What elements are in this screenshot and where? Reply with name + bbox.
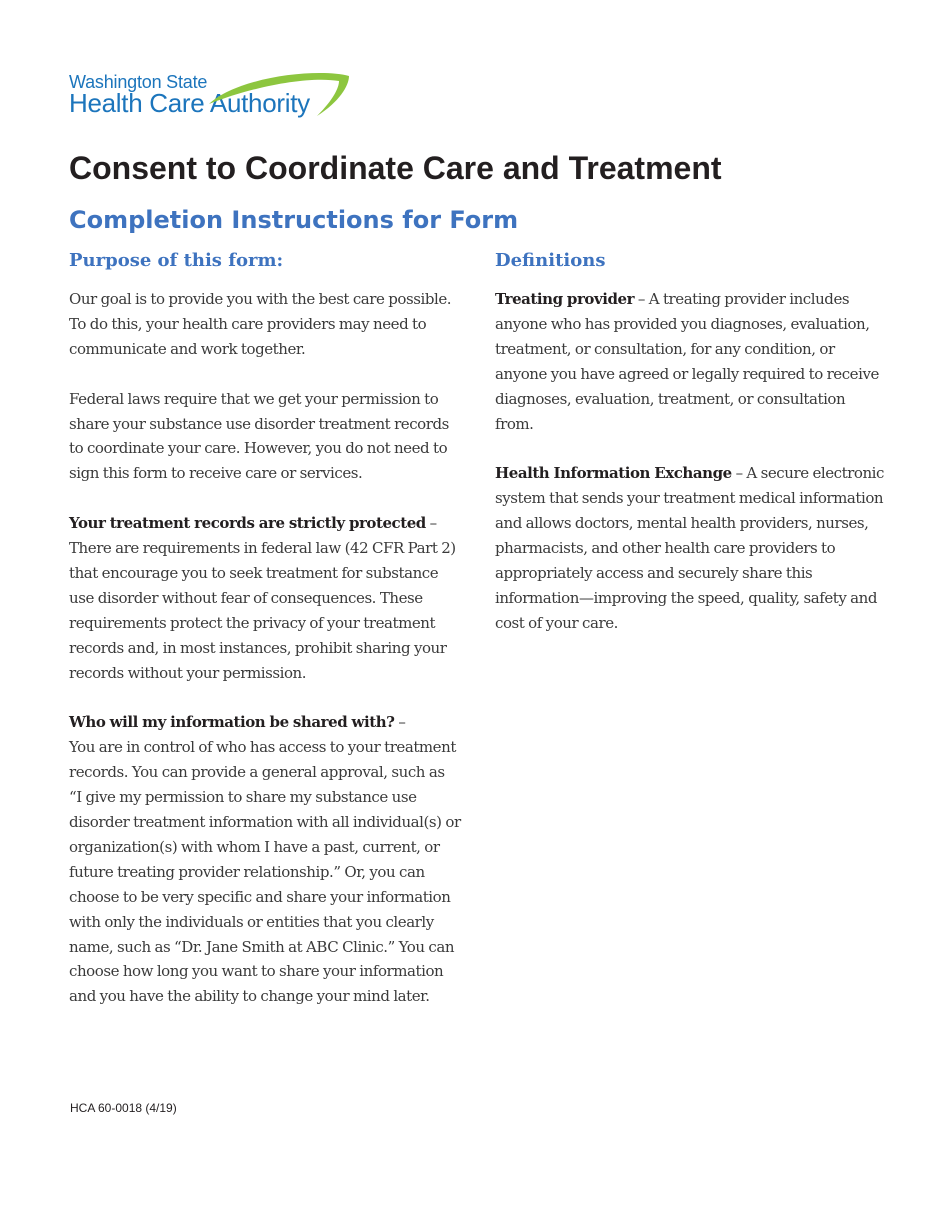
protected-records-term: Your treatment records are strictly protected (69, 514, 426, 533)
hie-term: Health Information Exchange (495, 464, 732, 483)
shared-with-text: You are in control of who has access to your treatment records. You can provide a general approval, such as “I give my permission to share my substance use disorder treatment information with all individual(s) or organization(s) with whom I have a past, current, or future treating provider relationship.” Or, you can choose to be very specific and share your information with only the individuals or entities that you clearly name, such as “Dr. Jane Smith at ABC Clinic.” You can choose how long you want to share your information and you have the ability to change your mind later. (69, 738, 461, 1006)
hca-logo (69, 70, 369, 126)
purpose-heading: Purpose of this form: (69, 250, 284, 271)
treating-provider-term: Treating provider (495, 290, 635, 308)
right-column (495, 249, 885, 661)
purpose-paragraph-2: Federal laws require that we get your permission to share your substance use disorder treatment records to coordinate your care. However, you do not need to sign this form to receive care or services. (69, 389, 449, 483)
logo-line-health-care-authority: Health Care Authority (69, 88, 310, 118)
treating-provider-definition (495, 287, 885, 436)
left-column (69, 249, 461, 1034)
shared-with-paragraph (69, 710, 461, 1009)
purpose-paragraph-1: Our goal is to provide you with the best care possible. To do this, your health care providers may need to communicate and work together. (69, 290, 452, 358)
hie-text: – A secure electronic system that sends your treatment medical information and allows doctors, mental health providers, nurses, pharmacists, and other health care providers to appropriately access and securely share this information—improving the speed, quality, safety and cost of your care. (495, 464, 884, 632)
logo-line-washington-state: Washington State (69, 72, 208, 92)
protected-records-dash: – (425, 514, 437, 533)
logo-swoosh-icon (199, 70, 351, 120)
hie-definition (495, 461, 885, 635)
form-code: HCA 60-0018 (4/19) (70, 1101, 177, 1115)
shared-with-term: Who will my information be shared with? (69, 713, 395, 732)
page-title: Consent to Coordinate Care and Treatment (69, 150, 722, 186)
protected-records-paragraph (69, 511, 461, 685)
page-subtitle: Completion Instructions for Form (69, 206, 519, 234)
protected-records-text: There are requirements in federal law (42 CFR Part 2) that encourage you to seek treatment for substance use disorder without fear of consequences. These requirements protect the privacy of your treatment records and, in most instances, prohibit sharing your records without your permission. (69, 539, 456, 682)
shared-with-dash: – (394, 713, 406, 732)
definitions-heading: Definitions (495, 250, 606, 271)
treating-provider-text: – A treating provider includes anyone who has provided you diagnoses, evaluation, treatment, or consultation, for any condition, or anyone you have agreed or legally required to receive diagnoses, evaluation, treatment, or consultation from. (495, 290, 879, 433)
